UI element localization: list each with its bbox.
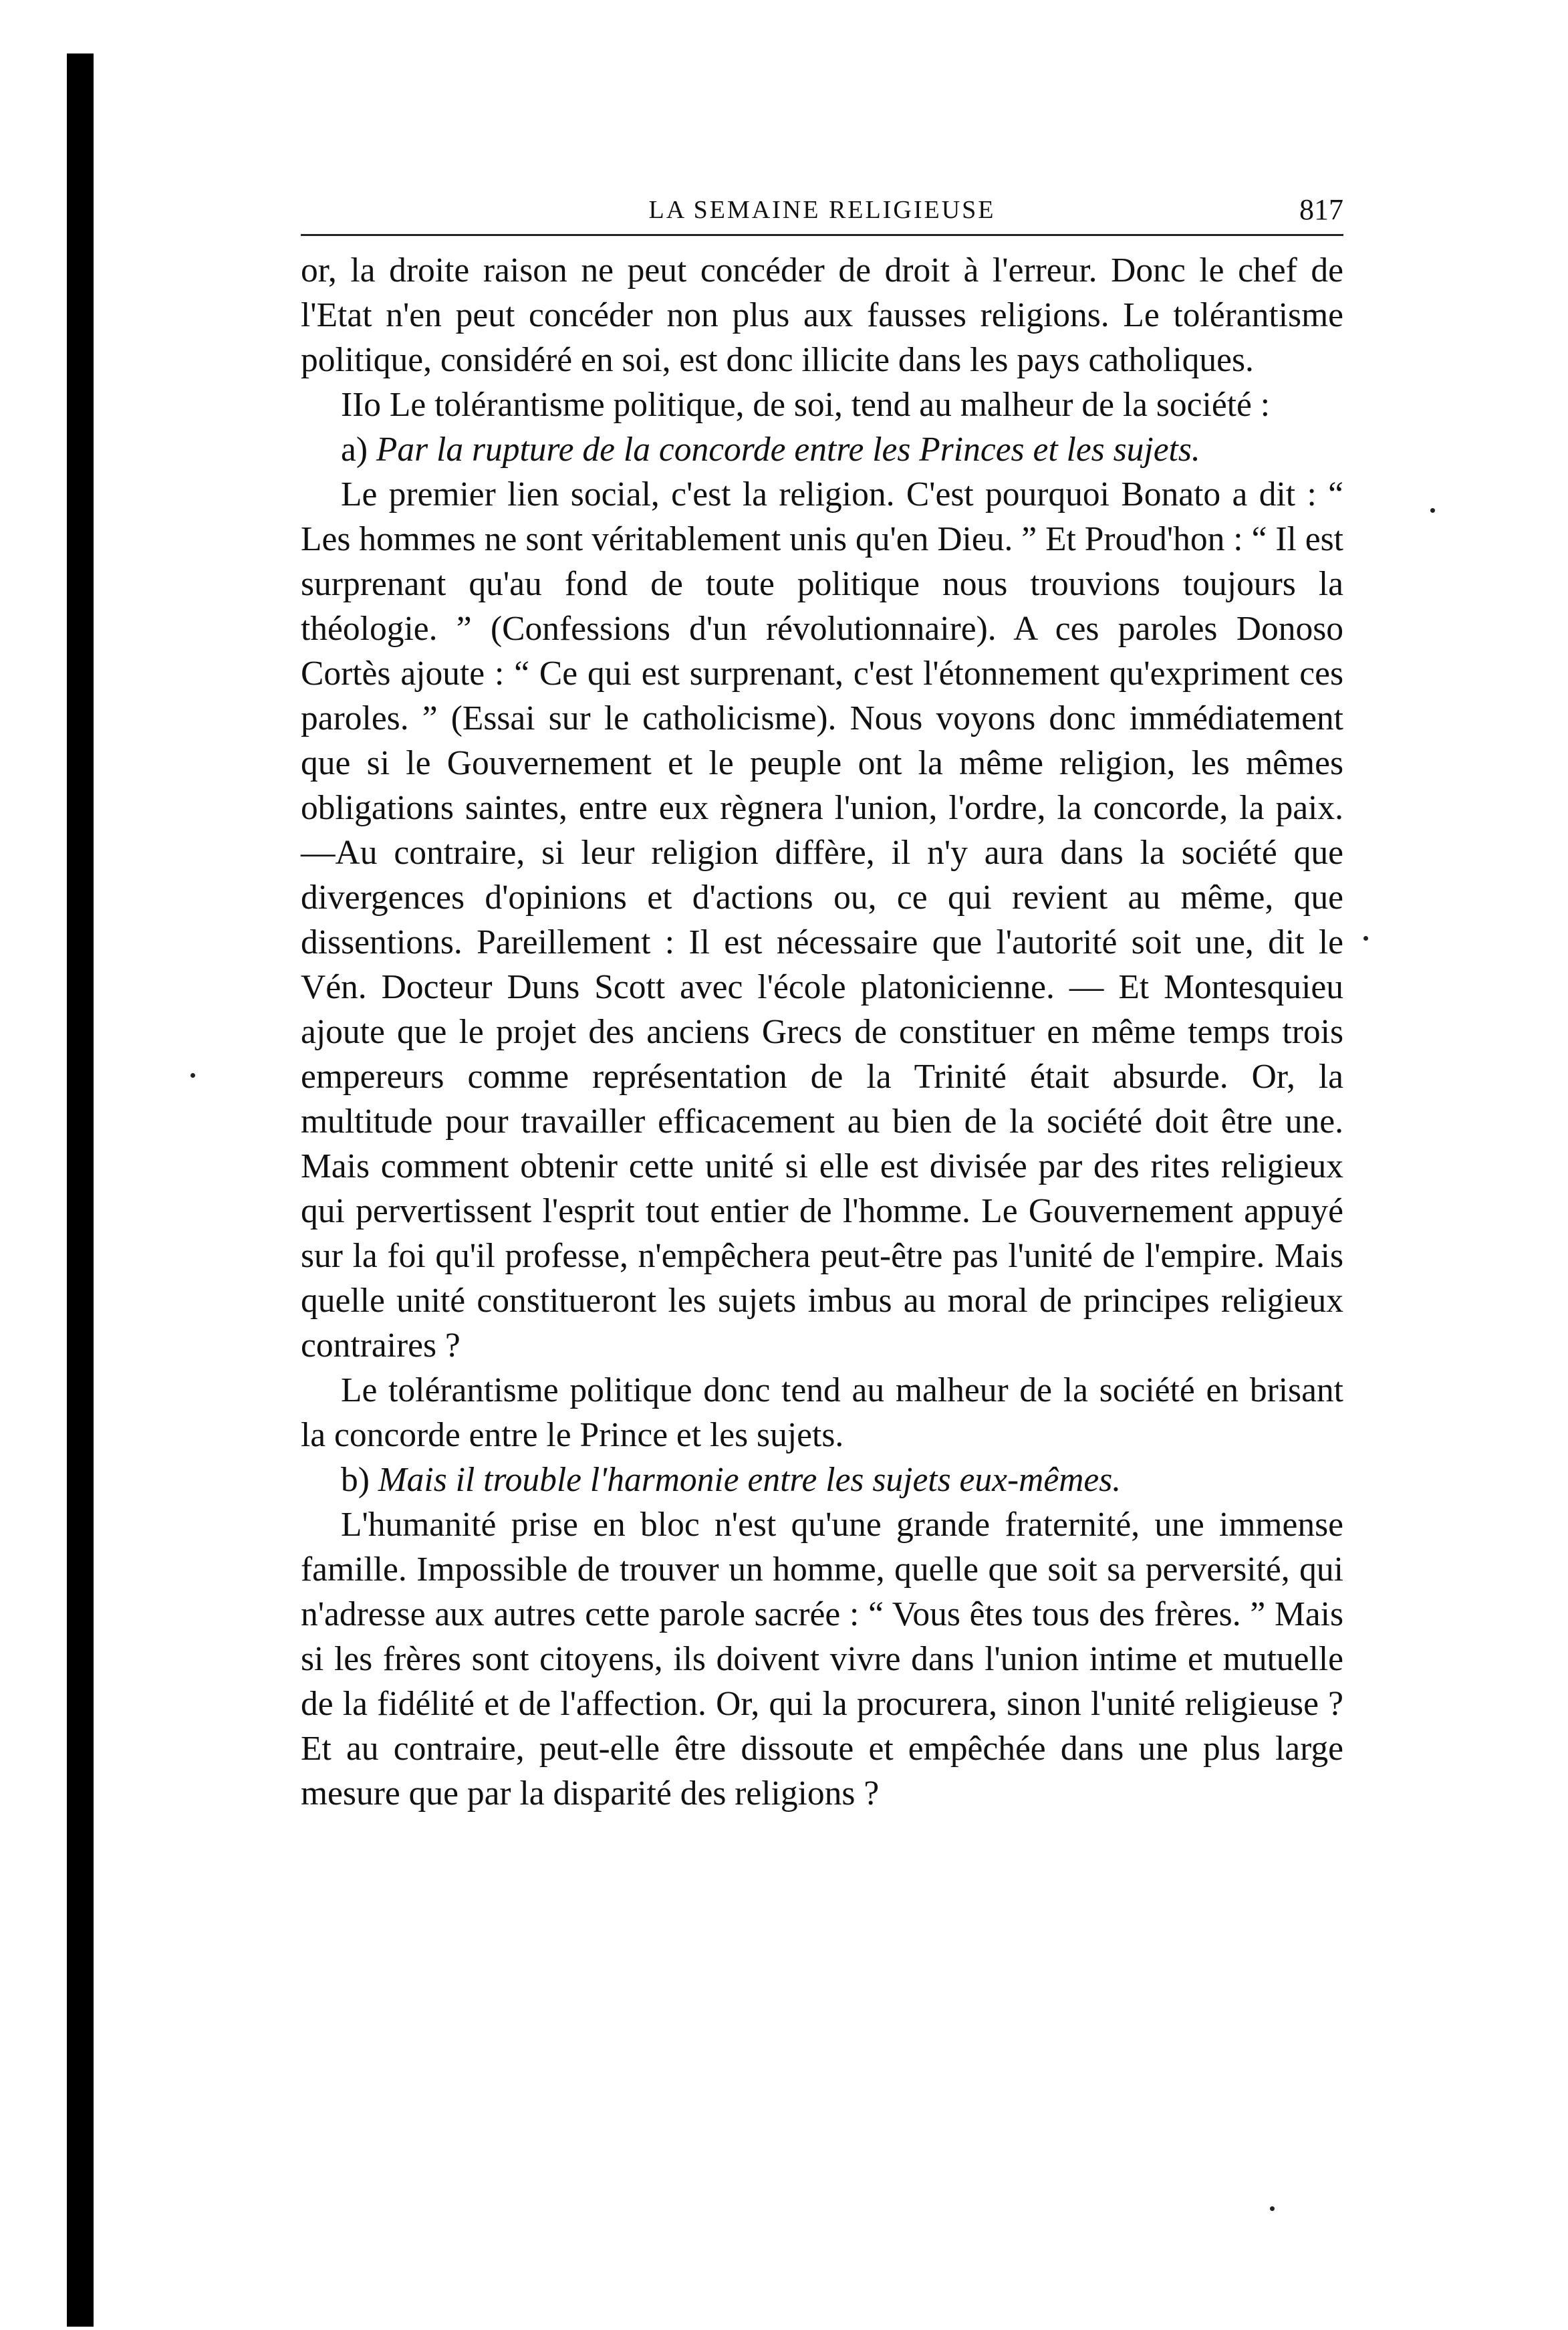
scan-speck (1270, 2206, 1275, 2211)
scan-speck (1430, 508, 1435, 513)
binding-edge-bar (67, 53, 94, 2327)
page-number: 817 (1299, 193, 1343, 226)
scan-speck (1363, 936, 1368, 941)
paragraph-continuation: or, la droite raison ne peut concéder de droit à l'erreur. Donc le chef de l'Etat n'en peut concéder non plus aux fausses religions. Le tolérantisme politique, considéré en soi, est donc illicite dans les pays catholiques. (301, 251, 1343, 379)
subheading-a-marker: a) (341, 431, 368, 469)
subheading-b (301, 1458, 1343, 1502)
subheading-a (301, 427, 1343, 472)
running-title: LA SEMAINE RELIGIEUSE (648, 196, 996, 224)
paragraph-thesis-ii: IIo Le tolérantisme politique, de soi, tend au malheur de la société : (341, 386, 1271, 424)
subheading-b-text: Mais il trouble l'harmonie entre les sujets eux-mêmes. (378, 1461, 1122, 1499)
subheading-b-marker: b) (341, 1461, 370, 1499)
subheading-a-text: Par la rupture de la concorde entre les Princes et les sujets. (376, 431, 1200, 469)
running-header (301, 181, 1343, 236)
body-text (301, 248, 1343, 1816)
book-page (301, 181, 1343, 1816)
paragraph-conclusion-a: Le tolérantisme politique donc tend au malheur de la société en brisant la concorde entre le Prince et les sujets. (301, 1371, 1343, 1454)
paragraph-fraternity: L'humanité prise en bloc n'est qu'une grande fraternité, une immense famille. Impossible de trouver un homme, quelle que soit sa perversité, qui n'adresse aux autres cette parole sacrée : “ Vous êtes tous des frères. ” Mais si les frères sont citoyens, ils doivent vivre dans l'union intime et mutuelle de la fidélité et de l'affection. Or, qui la procurera, sinon l'unité religieuse ? Et au contraire, peut-elle être dissoute et empêchée dans une plus large mesure que par la disparité des religions ? (301, 1506, 1343, 1813)
paragraph-social-bond: Le premier lien social, c'est la religion. C'est pourquoi Bonato a dit : “ Les hommes ne sont véritablement unis qu'en Dieu. ” Et Proud'hon : “ Il est surprenant qu'au fond de toute politique nous trouvions toujours la théologie. ” (Confessions d'un révolutionnaire). A ces paroles Donoso Cortès ajoute : “ Ce qui est surprenant, c'est l'étonnement qu'expriment ces paroles. ” (Essai sur le catholicisme). Nous voyons donc immédiatement que si le Gouvernement et le peuple ont la même religion, les mêmes obligations saintes, entre eux règnera l'union, l'ordre, la concorde, la paix.—Au contraire, si leur religion diffère, il n'y aura dans la société que divergences d'opinions et d'actions ou, ce qui revient au même, que dissentions. Pareillement : Il est nécessaire que l'autorité soit une, dit le Vén. Docteur Duns Scott avec l'école platonicienne. — Et Montesquieu ajoute que le projet des anciens Grecs de constituer en même temps trois empereurs comme représentation de la Trinité était absurde. Or, la multitude pour travailler efficacement au bien de la société doit être une. Mais comment obtenir cette unité si elle est divisée par des rites religieux qui pervertissent l'esprit tout entier de l'homme. Le Gouvernement appuyé sur la foi qu'il professe, n'empêchera peut-être pas l'unité de l'empire. Mais quelle unité constitueront les sujets imbus au moral de principes religieux contraires ? (301, 475, 1343, 1365)
scan-speck (190, 1073, 195, 1078)
